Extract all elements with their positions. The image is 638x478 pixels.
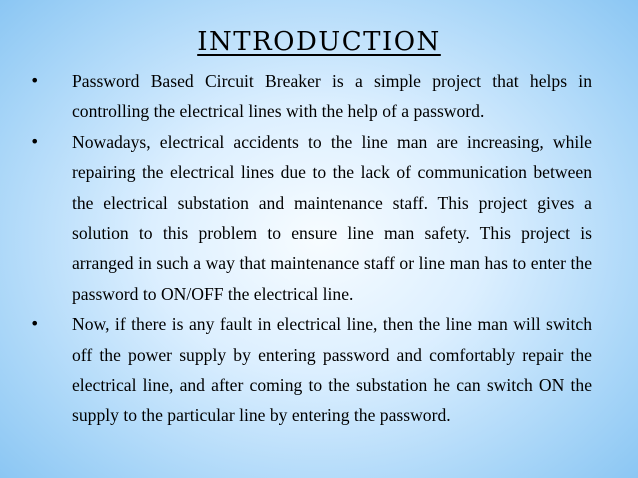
slide-title bbox=[0, 26, 638, 58]
bullet-item bbox=[30, 66, 592, 127]
bullet-icon: • bbox=[30, 71, 40, 90]
bullet-icon: • bbox=[30, 314, 40, 334]
slide-title-text: INTRODUCTION bbox=[197, 27, 441, 57]
bullet-item bbox=[30, 127, 592, 309]
bullet-text: Nowadays, electrical accidents to the line man are increasing, while repairing the electrical lines due to the lack of communication between the electrical substation and maintenance staff. This project gives a solution to this problem to ensure line man safety. This project is arranged in such a way that maintenance staff or line man has to enter the password to ON/OFF the electrical line. bbox=[72, 131, 592, 304]
bullet-item bbox=[30, 309, 592, 431]
bullet-text: Password Based Circuit Breaker is a simple project that helps in controlling the electrical lines with the help of a password. bbox=[72, 71, 592, 122]
bullet-list bbox=[30, 66, 592, 431]
bullet-icon: • bbox=[30, 131, 40, 151]
bullet-text: Now, if there is any fault in electrical line, then the line man will switch off the power supply by entering password and comfortably repair the electrical line, and after coming to the substation he can switch ON the supply to the particular line by entering the password. bbox=[72, 314, 592, 426]
